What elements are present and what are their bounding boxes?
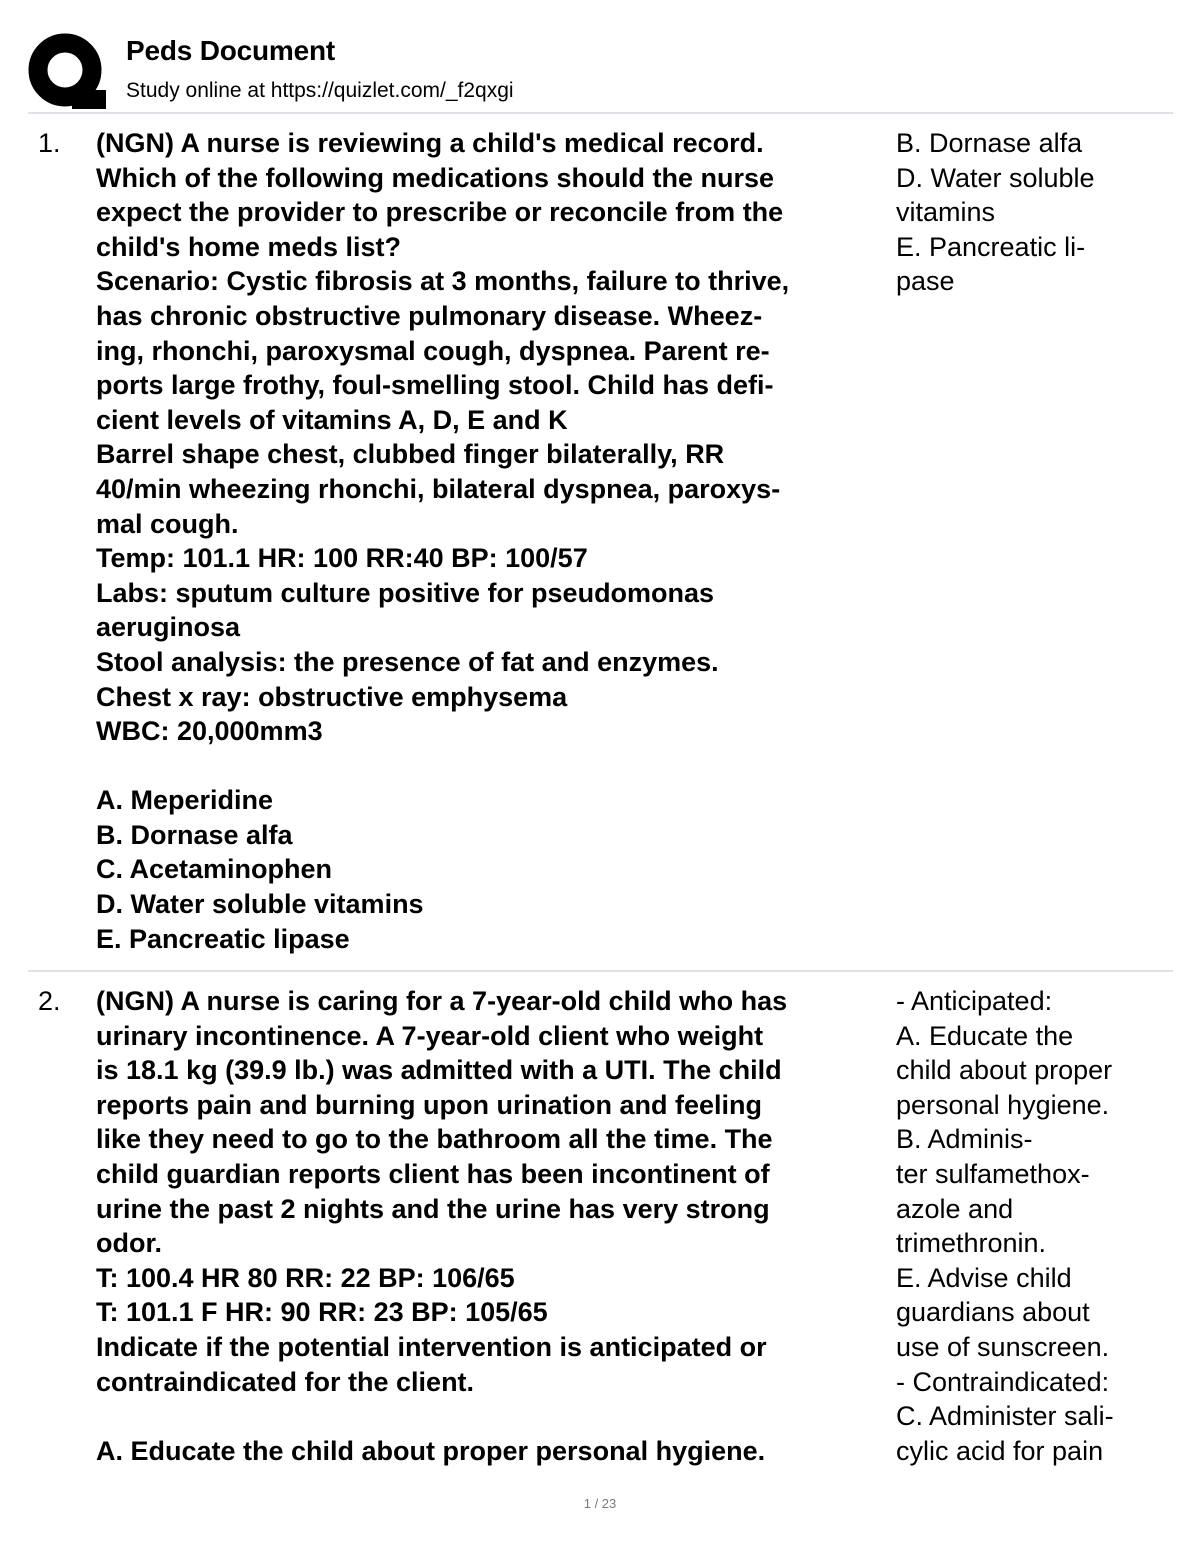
question-line: A. Meperidine [96,785,274,816]
question-line: ing, rhonchi, paroxysmal cough, dyspnea. Parent re- [96,335,770,366]
question-line: D. Water soluble vitamins [96,889,424,920]
answer-line: guardians about [896,1297,1090,1328]
question-line: Labs: sputum culture positive for pseudomonas [96,577,715,608]
question-line: Scenario: Cystic fibrosis at 3 months, failure to thrive, [96,266,790,297]
answer-line: - Anticipated: [896,986,1053,1016]
answer-line: B. Adminis- [896,1124,1033,1155]
card-number: 2. [38,986,61,1016]
question-line: like they need to go to the bathroom all the time. The [96,1124,773,1155]
header-divider [28,112,1173,114]
answer-line: E. Pancreatic li- [896,231,1086,262]
answer-line: - Contraindicated: [896,1366,1110,1397]
question-line: is 18.1 kg (39.9 lb.) was admitted with a UTI. The child [96,1055,782,1086]
card-answer [896,126,1176,299]
question-line: has chronic obstructive pulmonary disease. Wheez- [96,300,763,331]
question-line: E. Pancreatic lipase [96,923,350,954]
card-question [96,126,891,956]
question-line: child guardian reports client has been incontinent of [96,1158,770,1189]
question-line: cient levels of vitamins A, D, E and K [96,404,568,435]
question-line: mal cough. [96,508,239,539]
blank-line [96,749,891,784]
card-answer [896,984,1176,1468]
question-line: Indicate if the potential intervention is anticipated or [96,1331,767,1362]
answer-line: cylic acid for pain [896,1435,1104,1466]
answer-line: D. Water soluble [896,162,1095,193]
question-line: child's home meds list? [96,231,401,262]
question-line: contraindicated for the client. [96,1366,475,1397]
answer-line: A. Educate the [896,1020,1074,1051]
question-line: T: 101.1 F HR: 90 RR: 23 BP: 105/65 [96,1297,548,1328]
question-line: T: 100.4 HR 80 RR: 22 BP: 106/65 [96,1262,515,1293]
card-question [96,984,891,1468]
question-line: (NGN) A nurse is caring for a 7-year-old child who has [96,986,788,1016]
answer-line: pase [896,266,955,297]
question-line: 40/min wheezing rhonchi, bilateral dyspnea, paroxys- [96,473,781,504]
question-line: (NGN) A nurse is reviewing a child's medical record. [96,128,764,158]
question-line: B. Dornase alfa [96,819,293,850]
question-line: urine the past 2 nights and the urine has very strong [96,1193,770,1224]
answer-line: personal hygiene. [896,1089,1110,1120]
document-title: Peds Document [126,35,335,66]
answer-line: azole and [896,1193,1014,1224]
answer-line: B. Dornase alfa [896,128,1083,158]
quizlet-logo-icon [28,32,106,110]
answer-line: trimethronin. [896,1228,1047,1259]
answer-line: ter sulfamethox- [896,1158,1090,1189]
question-line: A. Educate the child about proper personal hygiene. [96,1435,766,1466]
question-line: expect the provider to prescribe or reconcile from the [96,197,784,228]
card-number: 1. [38,128,61,158]
answer-line: child about proper [896,1055,1113,1086]
question-line: Barrel shape chest, clubbed finger bilaterally, RR [96,439,725,470]
answer-line: C. Administer sali- [896,1401,1114,1432]
question-line: WBC: 20,000mm3 [96,716,323,747]
document-header [28,28,1178,112]
question-line: odor. [96,1228,162,1259]
question-line: C. Acetaminophen [96,854,333,885]
question-line: aeruginosa [96,612,241,643]
question-line: Temp: 101.1 HR: 100 RR:40 BP: 100/57 [96,543,588,574]
answer-line: E. Advise child [896,1262,1072,1293]
question-line: Stool analysis: the presence of fat and enzymes. [96,646,719,677]
question-line: Which of the following medications should the nurse [96,162,775,193]
card-divider [28,970,1173,972]
question-line: reports pain and burning upon urination and feeling [96,1089,762,1120]
page-indicator: 1 / 23 [583,1496,617,1511]
blank-line [96,1399,891,1434]
question-line: urinary incontinence. A 7-year-old client who weight [96,1020,764,1051]
answer-line: use of sunscreen. [896,1331,1110,1362]
answer-line: vitamins [896,197,996,228]
question-line: ports large frothy, foul-smelling stool. Child has defi- [96,370,774,401]
study-online-link[interactable]: Study online at https://quizlet.com/_f2qxgi [126,79,514,102]
question-line: Chest x ray: obstructive emphysema [96,681,568,712]
